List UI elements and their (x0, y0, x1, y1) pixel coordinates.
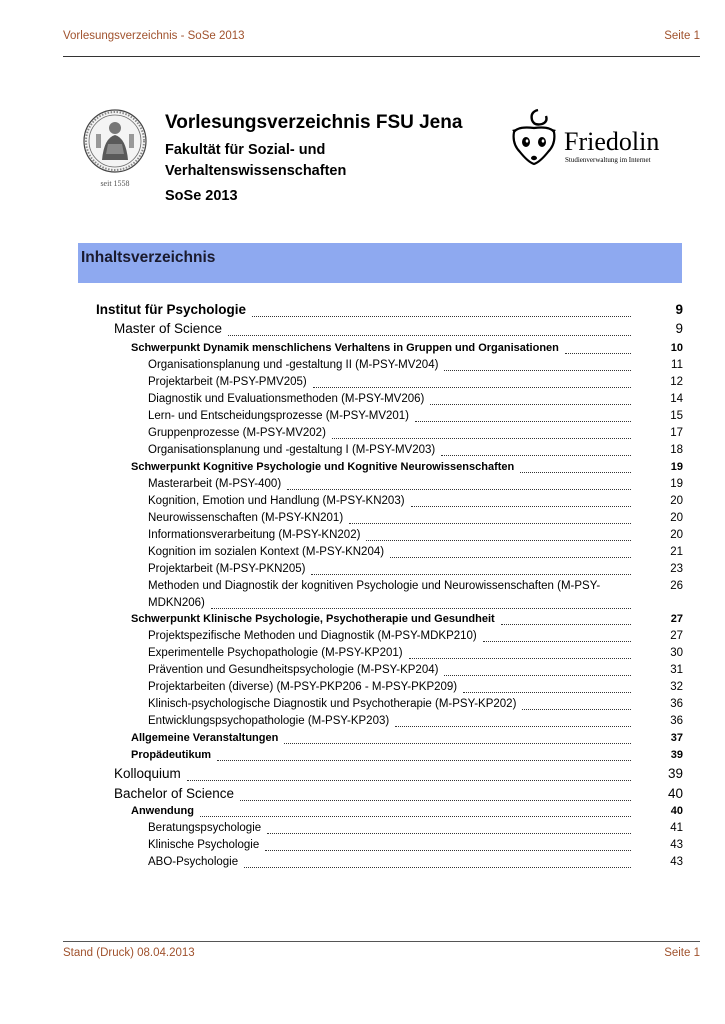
logo-tagline: Studienverwaltung im Internet (565, 156, 651, 164)
toc-entry-label: Allgemeine Veranstaltungen (131, 732, 279, 744)
toc-entry-page: 23 (670, 563, 683, 575)
toc-entry[interactable] (131, 805, 683, 822)
toc-leader-dots (244, 856, 631, 868)
toc-entry-label: Informationsverarbeitung (M-PSY-KN202) (148, 529, 361, 541)
toc-entry-page: 20 (670, 495, 683, 507)
toc-entry-page: 36 (670, 698, 683, 710)
toc-entry[interactable] (131, 732, 683, 749)
page-footer (63, 947, 700, 963)
toc-entry-page: 9 (675, 302, 683, 317)
toc-entry[interactable] (148, 630, 683, 647)
toc-entry-label: Masterarbeit (M-PSY-400) (148, 478, 282, 490)
toc-entry-page: 19 (670, 461, 683, 473)
toc-entry[interactable] (148, 856, 683, 873)
toc-entry[interactable] (114, 786, 683, 806)
toc-entry-page: 39 (670, 749, 683, 761)
toc-entry-label: Master of Science (114, 321, 223, 336)
toc-entry-label: Kognition im sozialen Kontext (M-PSY-KN204) (148, 546, 385, 558)
toc-entry-page: 43 (670, 839, 683, 851)
toc-entry[interactable] (148, 647, 683, 664)
toc-entry[interactable] (131, 461, 683, 478)
toc-leader-dots (265, 839, 631, 851)
toc-entry[interactable] (148, 698, 683, 715)
toc-entry-label: Methoden und Diagnostik der kognitiven Psychologie und Neurowissenschaften (M-PSY- (148, 580, 601, 592)
toc-leader-dots (522, 698, 631, 710)
toc-entry[interactable] (148, 495, 683, 512)
toc-entry[interactable] (148, 359, 683, 376)
toc-entry[interactable] (131, 342, 683, 359)
footer-print-date: Stand (Druck) 08.04.2013 (63, 947, 195, 959)
toc-entry[interactable] (114, 766, 683, 786)
toc-leader-dots (390, 546, 631, 558)
toc-entry-label: Propädeutikum (131, 749, 212, 761)
toc-entry-page: 40 (670, 805, 683, 817)
toc-leader-dots (395, 715, 631, 727)
toc-entry-page: 36 (670, 715, 683, 727)
toc-entry[interactable] (148, 427, 683, 444)
toc-entry-page: 15 (670, 410, 683, 422)
toc-entry-label: Klinische Psychologie (148, 839, 260, 851)
toc-entry[interactable] (131, 749, 683, 766)
toc-entry-page: 32 (670, 681, 683, 693)
toc-leader-dots (211, 597, 631, 609)
toc-entry-label: Diagnostik und Evaluationsmethoden (M-PSY-MV206) (148, 393, 425, 405)
toc-leader-dots (415, 410, 631, 422)
toc-entry-page: 18 (670, 444, 683, 456)
toc-entry-page: 9 (675, 321, 683, 336)
toc-leader-dots (228, 321, 631, 336)
toc-entry-label: Schwerpunkt Dynamik menschlichens Verhaltens in Gruppen und Organisationen (131, 342, 559, 354)
toc-entry-label: Institut für Psychologie (96, 302, 247, 317)
footer-page-number: Seite 1 (664, 947, 700, 959)
toc-entry-page: 31 (670, 664, 683, 676)
toc-entry-label: Kognition, Emotion und Handlung (M-PSY-KN203) (148, 495, 405, 507)
toc-leader-dots (565, 342, 631, 354)
toc-entry-label: Kolloquium (114, 766, 181, 781)
toc-leader-dots (332, 427, 631, 439)
toc-entry[interactable] (148, 512, 683, 529)
toc-leader-dots (444, 664, 631, 676)
toc-leader-dots (463, 681, 631, 693)
toc-entry-label: Organisationsplanung und -gestaltung I (M-PSY-MV203) (148, 444, 436, 456)
toc-entry-page: 43 (670, 856, 683, 868)
toc-entry[interactable] (148, 410, 683, 427)
toc-entry[interactable] (148, 563, 683, 580)
toc-entry[interactable] (148, 529, 683, 546)
toc-entry-page: 27 (670, 613, 683, 625)
faculty-line-2: Verhaltenswissenschaften (165, 163, 347, 179)
logo-name: Friedolin (564, 127, 660, 156)
toc-entry-page: 30 (670, 647, 683, 659)
toc-leader-dots (313, 376, 631, 388)
header-title: Vorlesungsverzeichnis - SoSe 2013 (63, 30, 245, 42)
toc-leader-dots (409, 647, 631, 659)
header-page-number: Seite 1 (664, 30, 700, 42)
toc-entry-page: 37 (670, 732, 683, 744)
toc-leader-dots (267, 822, 631, 834)
toc-entry-page: 41 (670, 822, 683, 834)
toc-entry-label: Gruppenprozesse (M-PSY-MV202) (148, 427, 326, 439)
toc-leader-dots (366, 529, 631, 541)
toc-leader-dots (252, 302, 631, 317)
toc-entry[interactable] (148, 839, 683, 856)
toc-entry[interactable] (148, 822, 683, 839)
footer-divider (63, 941, 700, 942)
toc-entry-page: 14 (670, 393, 683, 405)
toc-leader-dots (430, 393, 631, 405)
toc-entry-page: 27 (670, 630, 683, 642)
toc-leader-dots (240, 786, 631, 801)
seal-caption: seit 1558 (100, 179, 130, 188)
toc-entry-page: 20 (670, 529, 683, 541)
toc-entry-page: 11 (671, 359, 683, 371)
toc-leader-dots (501, 613, 631, 625)
toc-leader-dots (284, 732, 631, 744)
toc-entry[interactable] (148, 715, 683, 732)
toc-entry[interactable] (148, 664, 683, 681)
toc-entry-label: Schwerpunkt Klinische Psychologie, Psychotherapie und Gesundheit (131, 613, 495, 625)
toc-entry-label: Schwerpunkt Kognitive Psychologie und Kognitive Neurowissenschaften (131, 461, 515, 473)
toc-leader-dots (187, 766, 631, 781)
toc-entry-page: 20 (670, 512, 683, 524)
toc-entry[interactable] (148, 580, 683, 614)
toc-leader-dots (200, 805, 631, 817)
toc-entry[interactable] (96, 302, 683, 322)
toc-entry-page: 21 (670, 546, 683, 558)
toc-entry-page: 17 (670, 427, 683, 439)
faculty-line-1: Fakultät für Sozial- und (165, 142, 326, 158)
toc-entry-label: Projektspezifische Methoden und Diagnostik (M-PSY-MDKP210) (148, 630, 477, 642)
toc-entry-label: ABO-Psychologie (148, 856, 239, 868)
toc-entry-page: 39 (667, 766, 683, 781)
toc-entry[interactable] (148, 478, 683, 495)
toc-entry[interactable] (148, 376, 683, 393)
toc-entry-page: 10 (670, 342, 683, 354)
semester-label: SoSe 2013 (165, 188, 238, 204)
toc-entry[interactable] (131, 613, 683, 630)
toc-heading: Inhaltsverzeichnis (81, 249, 216, 266)
toc-entry-label: Projektarbeit (M-PSY-PMV205) (148, 376, 307, 388)
toc-entry-label: Lern- und Entscheidungsprozesse (M-PSY-MV201) (148, 410, 410, 422)
toc-leader-dots (349, 512, 631, 524)
toc-entry-label: Organisationsplanung und -gestaltung II (M-PSY-MV204) (148, 359, 439, 371)
toc-entry-label: Klinisch-psychologische Diagnostik und Psychotherapie (M-PSY-KP202) (148, 698, 517, 710)
toc-leader-dots (520, 461, 631, 473)
toc-leader-dots (217, 749, 631, 761)
document-title: Vorlesungsverzeichnis FSU Jena (165, 112, 463, 133)
toc-entry-label: Experimentelle Psychopathologie (M-PSY-KP201) (148, 647, 403, 659)
toc-entry-page: 12 (670, 376, 683, 388)
toc-leader-dots (287, 478, 631, 490)
toc-leader-dots (411, 495, 631, 507)
toc-entry-page: 40 (667, 786, 683, 801)
toc-entry-page: 19 (670, 478, 683, 490)
toc-leader-dots (483, 630, 631, 642)
toc-entry-label: Entwicklungspsychopathologie (M-PSY-KP203) (148, 715, 390, 727)
toc-entry-label: Neurowissenschaften (M-PSY-KN201) (148, 512, 344, 524)
toc-leader-dots (444, 359, 631, 371)
toc-entry[interactable] (114, 321, 683, 341)
toc-entry-label-continued: MDKN206) (148, 597, 205, 609)
toc-leader-dots (441, 444, 631, 456)
toc-entry-label: Projektarbeit (M-PSY-PKN205) (148, 563, 306, 575)
toc-entry[interactable] (148, 393, 683, 410)
toc-entry-label: Anwendung (131, 805, 194, 817)
toc-entry-label: Bachelor of Science (114, 786, 235, 801)
toc-entry-label: Projektarbeiten (diverse) (M-PSY-PKP206 - M-PSY-PKP209) (148, 681, 458, 693)
toc-leader-dots (311, 563, 631, 575)
toc-entry-label: Beratungspsychologie (148, 822, 262, 834)
toc-entry-label: Prävention und Gesundheitspsychologie (M-PSY-KP204) (148, 664, 439, 676)
toc-entry[interactable] (148, 444, 683, 461)
toc-entry[interactable] (148, 546, 683, 563)
toc-entry[interactable] (148, 681, 683, 698)
toc-entry-page: 26 (670, 580, 683, 592)
